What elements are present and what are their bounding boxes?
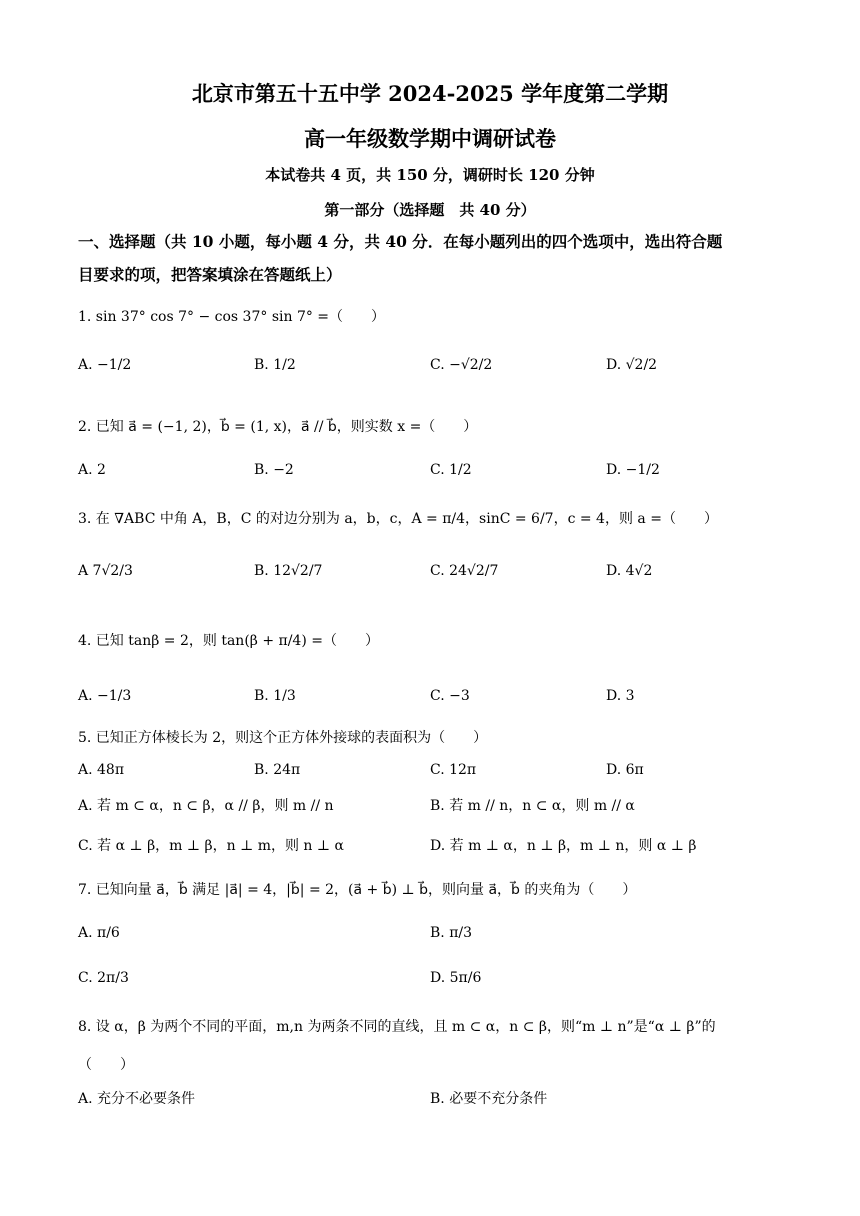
q2-option-b: B. −2: [254, 462, 294, 478]
page-subtitle: 高一年级数学期中调研试卷: [304, 126, 556, 151]
q6-option-a: A. 若 m ⊂ α，n ⊂ β，α // β，则 m // n: [78, 798, 334, 814]
q4-option-a: A. −1/3: [78, 688, 132, 704]
q5-option-d: D. 6π: [606, 762, 644, 778]
q6-option-c: C. 若 α ⊥ β，m ⊥ β，n ⊥ m，则 n ⊥ α: [78, 838, 344, 854]
question-1-stem: 1. sin 37° cos 7° − cos 37° sin 7° =（ ）: [78, 309, 386, 325]
page-title: 北京市第五十五中学 2024-2025 学年度第二学期: [191, 81, 669, 106]
question-5-stem: 5. 已知正方体棱长为 2，则这个正方体外接球的表面积为（ ）: [78, 730, 488, 746]
part-heading: 第一部分（选择题 共 40 分）: [324, 201, 536, 219]
question-2-stem: 2. 已知 a⃗ = (−1, 2)，b⃗ = (1, x)，a⃗ // b⃗，则实数 x =（ ）: [78, 419, 478, 435]
q7-option-d: D. 5π/6: [430, 970, 482, 986]
section-heading-line2: 目要求的项，把答案填涂在答题纸上）: [78, 265, 342, 284]
question-8-paren: （ ）: [78, 1057, 134, 1073]
q2-option-c: C. 1/2: [430, 462, 472, 478]
q3-option-d: D. 4√2: [606, 563, 653, 579]
q6-option-d: D. 若 m ⊥ α，n ⊥ β，m ⊥ n，则 α ⊥ β: [430, 838, 697, 854]
question-3-stem: 3. 在 ∇ABC 中角 A，B，C 的对边分别为 a，b，c，A = π/4，sinC = 6/7，c = 4，则 a =（ ）: [78, 511, 718, 527]
question-8-stem: 8. 设 α，β 为两个不同的平面，m,n 为两条不同的直线，且 m ⊂ α，n ⊂ β，则“m ⊥ n”是“α ⊥ β”的: [78, 1019, 716, 1035]
q7-option-b: B. π/3: [430, 925, 473, 941]
section-heading-line1: 一、选择题（共 10 小题，每小题 4 分，共 40 分．在每小题列出的四个选项中，选出符合题: [78, 232, 723, 251]
q7-option-a: A. π/6: [78, 925, 120, 941]
q3-option-c: C. 24√2/7: [430, 563, 499, 579]
question-7-stem: 7. 已知向量 a⃗，b⃗ 满足 |a⃗| = 4，|b⃗| = 2，(a⃗ + b⃗) ⊥ b⃗，则向量 a⃗，b⃗ 的夹角为（ ）: [78, 882, 637, 898]
q2-option-d: D. −1/2: [606, 462, 660, 478]
q4-option-c: C. −3: [430, 688, 470, 704]
q8-option-b: B. 必要不充分条件: [430, 1091, 548, 1107]
q7-option-c: C. 2π/3: [78, 970, 129, 986]
q3-option-a: A 7√2/3: [78, 563, 133, 579]
q1-option-d: D. √2/2: [606, 357, 658, 373]
q5-option-a: A. 48π: [78, 762, 125, 778]
q4-option-d: D. 3: [606, 688, 635, 704]
q1-option-c: C. −√2/2: [430, 357, 493, 373]
q8-option-a: A. 充分不必要条件: [78, 1091, 196, 1107]
q1-option-b: B. 1/2: [254, 357, 296, 373]
q4-option-b: B. 1/3: [254, 688, 296, 704]
q5-option-b: B. 24π: [254, 762, 301, 778]
q1-option-a: A. −1/2: [78, 357, 132, 373]
q5-option-c: C. 12π: [430, 762, 477, 778]
question-4-stem: 4. 已知 tanβ = 2，则 tan(β + π/4) =（ ）: [78, 633, 379, 649]
q3-option-b: B. 12√2/7: [254, 563, 323, 579]
exam-info: 本试卷共 4 页，共 150 分，调研时长 120 分钟: [265, 166, 595, 184]
q6-option-b: B. 若 m // n，n ⊂ α，则 m // α: [430, 798, 635, 814]
q2-option-a: A. 2: [78, 462, 106, 478]
